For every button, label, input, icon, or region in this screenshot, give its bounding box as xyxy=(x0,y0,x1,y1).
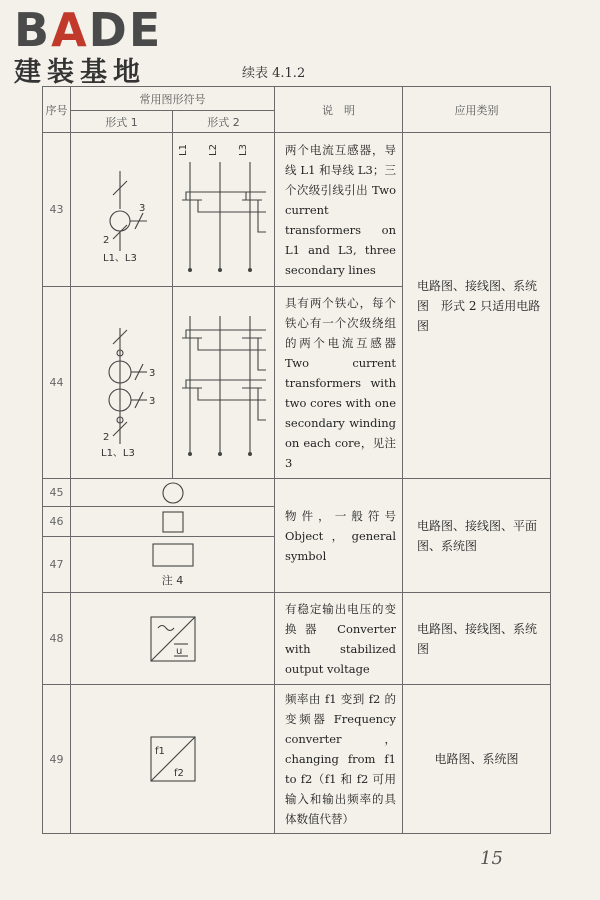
current-transformer-symbol xyxy=(77,155,167,265)
header-form1: 形式 1 xyxy=(71,111,173,133)
category-49: 电路图、系统图 xyxy=(403,685,551,834)
square-object-symbol xyxy=(71,507,275,537)
row-number: 47 xyxy=(43,537,71,593)
header-cat: 应用类别 xyxy=(403,87,551,133)
svg-text:2: 2 xyxy=(102,234,109,246)
frequency-converter-symbol xyxy=(71,685,275,834)
svg-text:u: u xyxy=(175,645,182,657)
svg-text:2: 2 xyxy=(102,431,109,443)
dual-core-three-line-diagram xyxy=(176,298,272,468)
symbol-table xyxy=(42,86,551,834)
converter-symbol xyxy=(71,593,275,685)
svg-text:f1: f1 xyxy=(154,746,165,757)
category-48: 电路图、接线图、系统图 xyxy=(403,593,551,685)
circle-icon xyxy=(158,481,188,505)
category-43-44: 电路图、接线图、系统图 形式 2 只适用电路图 xyxy=(403,133,551,479)
header-symbols: 常用图形符号 xyxy=(71,87,275,111)
svg-text:L1: L1 xyxy=(177,143,189,156)
note-label: 注 4 xyxy=(161,573,184,587)
table-row xyxy=(43,685,551,834)
row43-form1-symbol xyxy=(71,133,173,287)
row44-form1-symbol xyxy=(71,287,173,479)
row-description: 频率由 f1 变到 f2 的变频器 Frequency converter，changing from f1 to f2（f1 和 f2 可用输入和输出频率的具体数值代替） xyxy=(275,685,403,834)
converter-icon xyxy=(148,614,198,664)
page-number: 15 xyxy=(480,848,503,869)
row-number: 46 xyxy=(43,507,71,537)
row-description: 物件，一般符号 Object，general symbol xyxy=(275,479,403,593)
row-description: 具有两个铁心，每个铁心有一个次级绕组的两个电流互感器 Two current transformers with two cores with one secondary winding on each core，见注 3 xyxy=(275,287,403,479)
row43-form2-symbol xyxy=(173,133,275,287)
row-number: 49 xyxy=(43,685,71,834)
header-seq: 序号 xyxy=(43,87,71,133)
category-45-47: 电路图、接线图、平面图、系统图 xyxy=(403,479,551,593)
svg-text:3: 3 xyxy=(148,395,155,407)
circle-object-symbol xyxy=(71,479,275,507)
brand-subtitle: 建装基地 xyxy=(14,57,146,88)
svg-text:3: 3 xyxy=(138,202,145,214)
table-caption: 续表 4.1.2 xyxy=(242,66,306,81)
rectangle-object-symbol xyxy=(71,537,275,593)
three-line-transformer-diagram xyxy=(176,140,272,280)
table-row xyxy=(43,133,551,287)
svg-text:L2: L2 xyxy=(207,143,219,156)
row44-form2-symbol xyxy=(173,287,275,479)
rectangle-icon xyxy=(150,542,196,568)
dual-core-transformer-symbol xyxy=(77,308,167,458)
header-desc: 说 明 xyxy=(275,87,403,133)
brand-logo: BADE 建装基地 xyxy=(14,3,163,88)
row-number: 44 xyxy=(43,287,71,479)
frequency-converter-icon xyxy=(148,734,198,784)
svg-text:L1、L3: L1、L3 xyxy=(100,447,135,458)
table-row xyxy=(43,479,551,507)
row-number: 43 xyxy=(43,133,71,287)
svg-text:3: 3 xyxy=(148,367,155,379)
row-number: 48 xyxy=(43,593,71,685)
table-row xyxy=(43,593,551,685)
row-description: 有稳定输出电压的变换器 Converter with stabilized output voltage xyxy=(275,593,403,685)
row-description: 两个电流互感器，导线 L1 和导线 L3；三个次级引线引出 Two current transformers on L1 and L3, three secondary lines xyxy=(275,133,403,287)
row-number: 45 xyxy=(43,479,71,507)
svg-text:L3: L3 xyxy=(237,143,249,156)
header-form2: 形式 2 xyxy=(173,111,275,133)
svg-text:f2: f2 xyxy=(173,768,184,779)
square-icon xyxy=(158,510,188,534)
svg-text:L1、L3: L1、L3 xyxy=(102,252,137,264)
